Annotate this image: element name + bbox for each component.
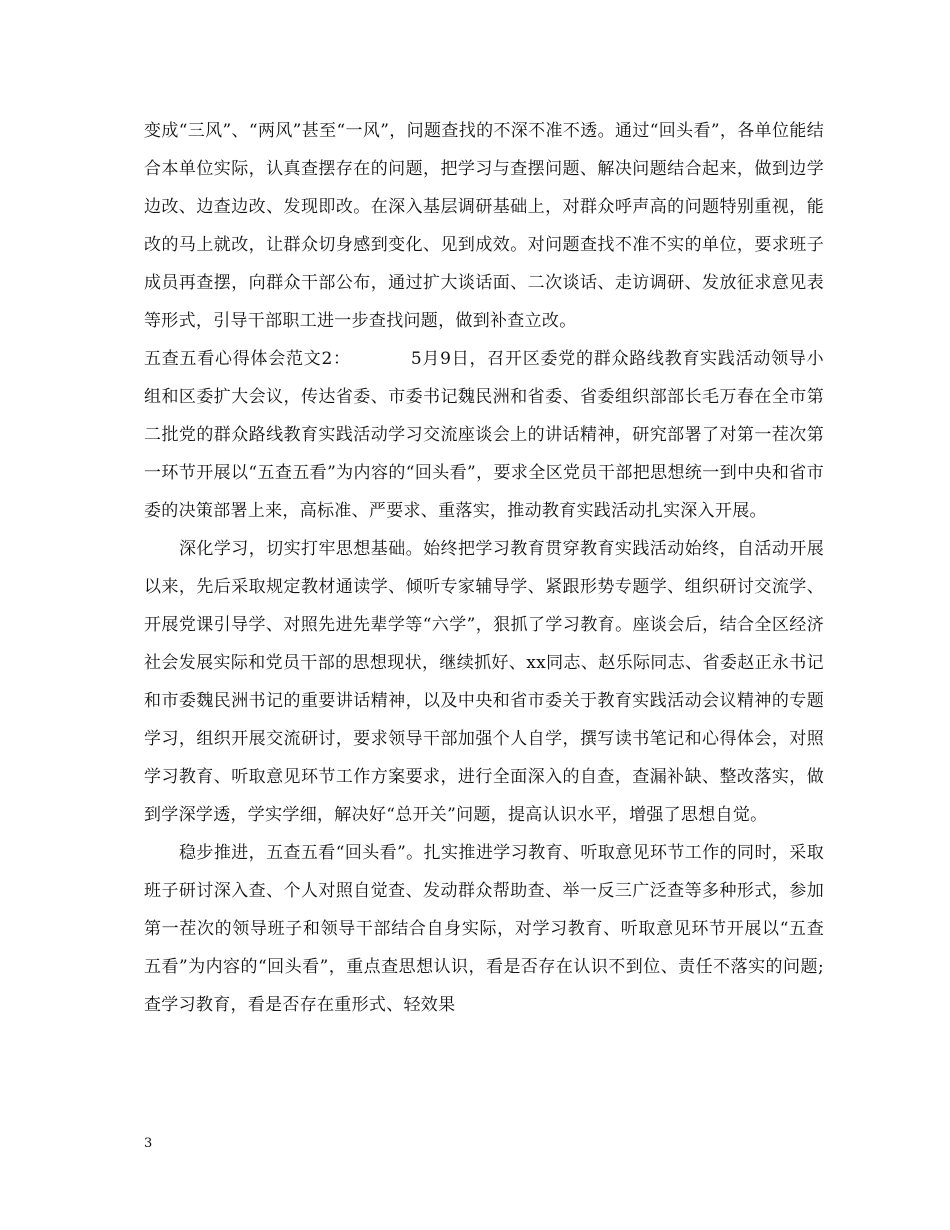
- paragraph-3: 深化学习，切实打牢思想基础。始终把学习教育贯穿教育实践活动始终，自活动开展以来，先后采取规定教材通读学、倾听专家辅导学、紧跟形势专题学、组织研讨交流学、开展党课引导学、对照先进先辈学等“六学”，狠抓了学习教育。座谈会后，结合全区经济社会发展实际和党员干部的思想现状，继续抓好、xx同志、赵乐际同志、省委赵正永书记和市委魏民洲书记的重要讲话精神，以及中央和省市委关于教育实践活动会议精神的专题学习，组织开展交流研讨，要求领导干部加强个人自学，撰写读书笔记和心得体会，对照学习教育、听取意见环节工作方案要求，进行全面深入的自查，查漏补缺、整改落实，做到学深学透，学实学细，解决好“总开关”问题，提高认识水平，增强了思想自觉。: [144, 539, 824, 825]
- section-heading: 五查五看心得体会范文2：: [144, 349, 351, 369]
- paragraph-2-text: 5月9日，召开区委党的群众路线教育实践活动领导小组和区委扩大会议，传达省委、市委书记魏民洲和省委、省委组织部部长毛万春在全市第二批党的群众路线教育实践活动学习交流座谈会上的讲话精神，研究部署了对第一茬次第一环节开展以“五查五看”为内容的“回头看”，要求全区党员干部把思想统一到中央和省市委的决策部署上来，高标准、严要求、重落实，推动教育实践活动扎实深入开展。: [144, 349, 824, 521]
- document-body: [144, 112, 824, 1024]
- paragraph-2: [144, 340, 824, 530]
- paragraph-1: 变成“三风”、“两风”甚至“一风”，问题查找的不深不准不透。通过“回头看”，各单位能结合本单位实际，认真查摆存在的问题，把学习与查摆问题、解决问题结合起来，做到边学边改、边查边改、发现即改。在深入基层调研基础上，对群众呼声高的问题特别重视，能改的马上就改，让群众切身感到变化、见到成效。对问题查找不准不实的单位，要求班子成员再查摆，向群众干部公布，通过扩大谈话面、二次谈话、走访调研、发放征求意见表等形式，引导干部职工进一步查找问题，做到补查立改。: [144, 121, 824, 331]
- paragraph-4: 稳步推进，五查五看“回头看”。扎实推进学习教育、听取意见环节工作的同时，采取班子研讨深入查、个人对照自觉查、发动群众帮助查、举一反三广泛查等多种形式，参加第一茬次的领导班子和领导干部结合自身实际，对学习教育、听取意见环节开展以“五查五看”为内容的“回头看”，重点查思想认识，看是否存在认识不到位、责任不落实的问题;查学习教育，看是否存在重形式、轻效果: [144, 843, 824, 1015]
- page-number: 3: [144, 1136, 153, 1151]
